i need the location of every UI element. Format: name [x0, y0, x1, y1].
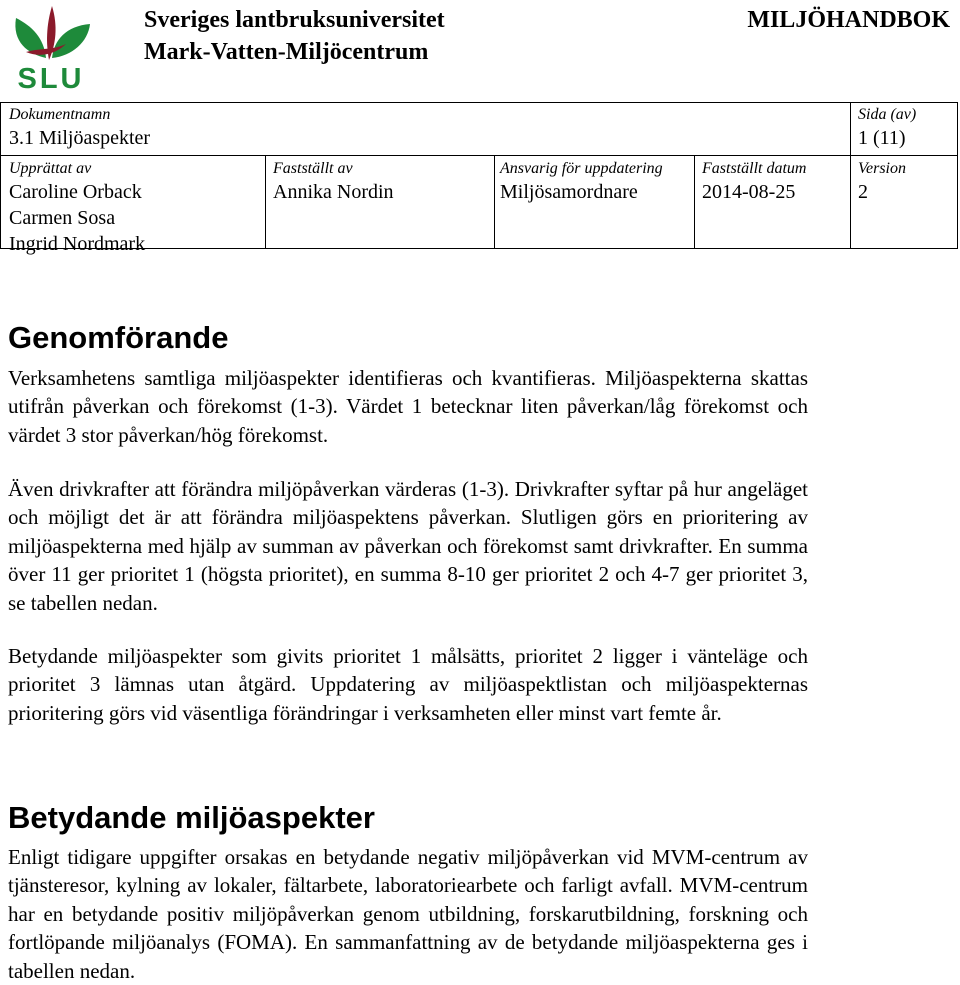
approved-by-value: Annika Nordin: [273, 181, 394, 203]
page-label: Sida (av): [858, 106, 917, 123]
paragraph: Enligt tidigare uppgifter orsakas en betydande negativ miljöpåverkan vid MVM-centrum av tjänsteresor, kylning av lokaler, fältarbete, laboratoriearbete och farligt avfall. MVM-centrum har en betydande positiv miljöpåverkan genom utbildning, forskarutbildning, forskning och fortlöpande miljöanalys (FOMA). En sammanfattning av de betydande miljöaspekterna ges i tabellen nedan.: [8, 845, 808, 983]
org-unit: Mark-Vatten-Miljöcentrum: [144, 39, 429, 65]
version-value: 2: [858, 181, 868, 203]
prepared-by-name: Ingrid Nordmark: [9, 233, 146, 255]
approved-by-label: Fastställt av: [273, 160, 353, 177]
prepared-by-name: Caroline Orback: [9, 181, 142, 203]
paragraph: Verksamhetens samtliga miljöaspekter identifieras och kvantifieras. Miljöaspekterna skattas utifrån påverkan och förekomst (1-3). Värdet 1 betecknar liten påverkan/låg förekomst och värdet 3 stor påverkan/hög förekomst.: [8, 366, 808, 447]
prepared-by-cell: [9, 159, 145, 257]
page-value: 1 (11): [858, 127, 906, 149]
section-heading-genomforande: Genomförande: [8, 320, 229, 355]
version-cell: [858, 159, 906, 205]
date-cell: [702, 159, 806, 205]
document-name-cell: [9, 105, 150, 151]
responsible-cell: [500, 159, 663, 205]
responsible-label: Ansvarig för uppdatering: [500, 160, 663, 177]
document-name-value: 3.1 Miljöaspekter: [9, 127, 151, 149]
document-name-label: Dokumentnamn: [9, 106, 111, 123]
handbook-title: MILJÖHANDBOK: [747, 7, 950, 33]
date-value: 2014-08-25: [702, 181, 796, 203]
version-label: Version: [858, 160, 906, 177]
section-heading-betydande: Betydande miljöaspekter: [8, 800, 375, 835]
org-name: Sveriges lantbruksuniversitet: [144, 7, 445, 33]
logo-text: SLU: [17, 63, 85, 90]
paragraph: Betydande miljöaspekter som givits prioritet 1 målsätts, prioritet 2 ligger i vänteläge och prioritet 3 lämnas utan åtgärd. Uppdatering av miljöaspektlistan och miljöaspekternas prioritering görs vid väsentliga förändringar i verksamheten eller minst vart femte år.: [8, 644, 808, 725]
slu-logo: [6, 4, 96, 90]
prepared-by-label: Upprättat av: [9, 160, 92, 177]
document-info-table: [0, 102, 958, 255]
responsible-value: Miljösamordnare: [500, 181, 638, 203]
paragraph: Även drivkrafter att förändra miljöpåverkan värderas (1-3). Drivkrafter syftar på hur angeläget och möjligt det är att förändra miljöaspektens påverkan. Slutligen görs en prioritering av miljöaspekterna med hjälp av summan av påverkan och förekomst samt drivkrafter. En summa över 11 ger prioritet 1 (högsta prioritet), en summa 8-10 ger prioritet 2 och 4-7 ger prioritet 3, se tabellen nedan.: [8, 477, 808, 615]
prepared-by-name: Carmen Sosa: [9, 207, 116, 229]
date-label: Fastställt datum: [702, 160, 807, 177]
page-cell: [858, 105, 916, 151]
approved-by-cell: [273, 159, 394, 205]
